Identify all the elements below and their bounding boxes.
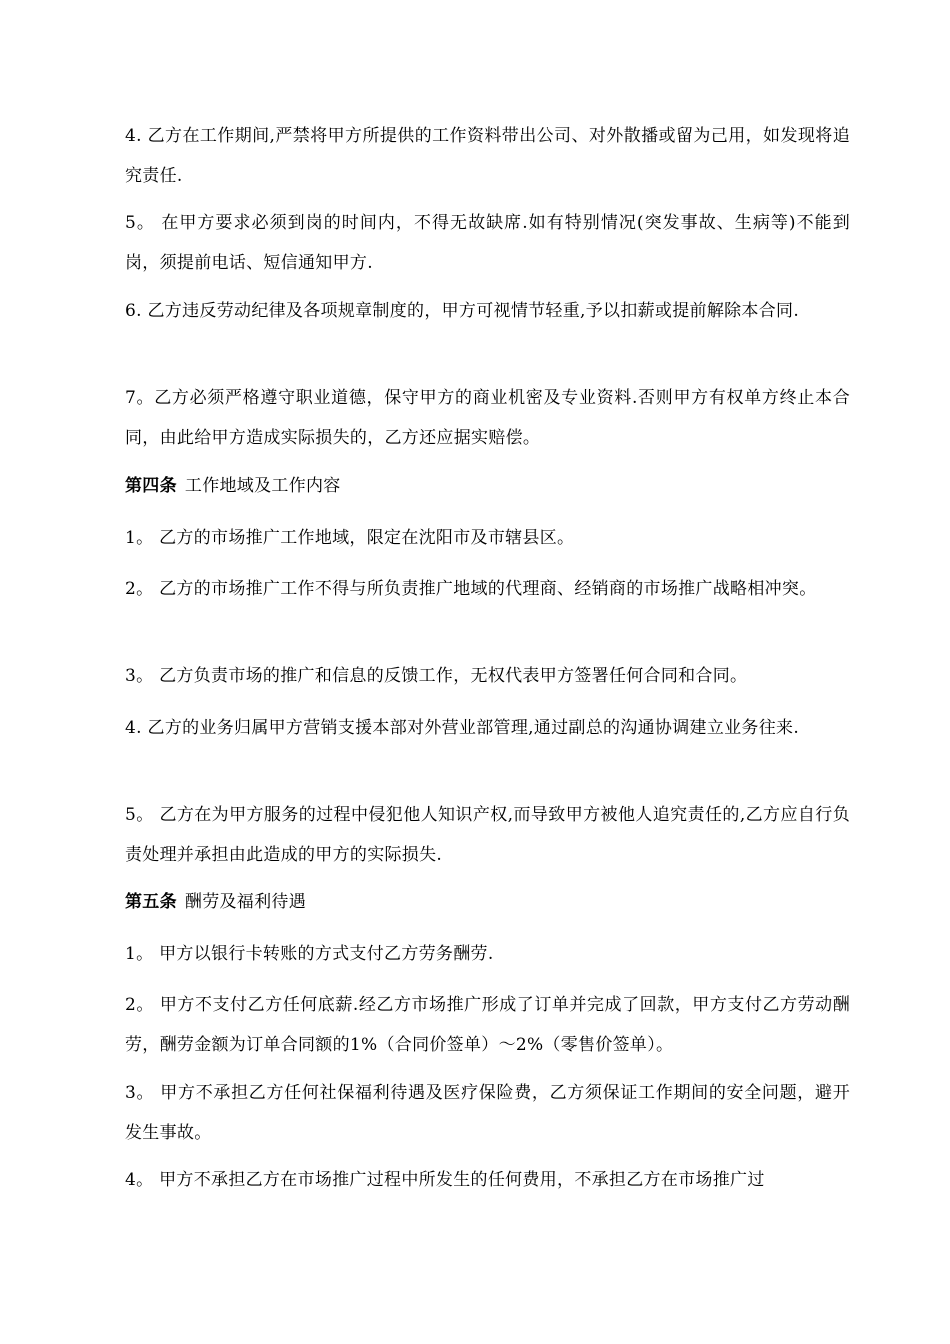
paragraph-4-5: 5。 乙方在为甲方服务的过程中侵犯他人知识产权,而导致甲方被他人追究责任的,乙方应自行负责处理并承担由此造成的甲方的实际损失. [125,805,850,865]
paragraph-4-2: 2。 乙方的市场推广工作不得与所负责推广地域的代理商、经销商的市场推广战略相冲突。 [125,579,817,599]
section-5-title: 第五条 [125,892,177,912]
section-4-title: 第四条 [125,476,177,496]
paragraph-3-6: 6. 乙方违反劳动纪律及各项规章制度的，甲方可视情节轻重,予以扣薪或提前解除本合同. [125,301,800,321]
paragraph-4-3: 3。 乙方负责市场的推广和信息的反馈工作，无权代表甲方签署任何合同和合同。 [125,666,748,686]
paragraph-5-2: 2。 甲方不支付乙方任何底薪.经乙方市场推广形成了订单并完成了回款，甲方支付乙方劳动酬劳，酬劳金额为订单合同额的1%（合同价签单）～2%（零售价签单）。 [125,995,850,1055]
paragraph-3-4: 4. 乙方在工作期间,严禁将甲方所提供的工作资料带出公司、对外散播或留为己用，如发现将追究责任. [125,126,850,186]
paragraph-3-5: 5。 在甲方要求必须到岗的时间内，不得无故缺席.如有特别情况(突发事故、生病等)不能到岗，须提前电话、短信通知甲方. [125,213,850,273]
section-5-heading [125,882,850,922]
section-4-heading [125,466,850,506]
paragraph-5-1: 1。 甲方以银行卡转账的方式支付乙方劳务酬劳. [125,944,494,964]
section-5-subtitle: 酬劳及福利待遇 [184,892,307,912]
section-4-subtitle: 工作地域及工作内容 [184,476,341,496]
paragraph-3-7: 7。乙方必须严格遵守职业道德，保守甲方的商业机密及专业资料.否则甲方有权单方终止本合同，由此给甲方造成实际损失的，乙方还应据实赔偿。 [125,388,850,448]
paragraph-4-4: 4. 乙方的业务归属甲方营销支援本部对外营业部管理,通过副总的沟通协调建立业务往来. [125,718,800,738]
paragraph-5-4: 4。 甲方不承担乙方在市场推广过程中所发生的任何费用，不承担乙方在市场推广过 [125,1170,765,1190]
paragraph-5-3: 3。 甲方不承担乙方任何社保福利待遇及医疗保险费，乙方须保证工作期间的安全问题，避开发生事故。 [125,1083,850,1143]
paragraph-4-1: 1。 乙方的市场推广工作地域，限定在沈阳市及市辖县区。 [125,528,575,548]
